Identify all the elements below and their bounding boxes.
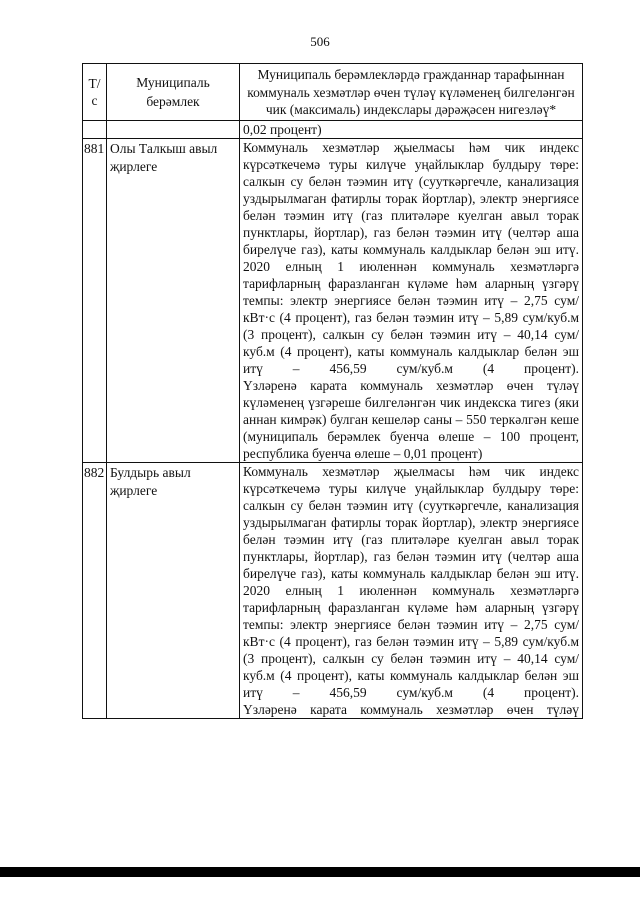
row-number: 881	[83, 138, 107, 462]
row-paragraph: 2020 елның 1 июленнән коммуналь хезмәтләргә тарифларның фаразланган күләме һәм аларның үзгәрү темпы: электр энергиясе белән тәэмин итү – 2,75 сум/кВт·с (4 процент), газ белән тәэмин итү – 5,89 сум/куб.м (3 процент), салкын су белән тәэмин итү – 40,14 сум/куб.м (4 процент), каты коммуналь калдыклар белән эш итү – 456,59 сум/куб.м (4 процент).	[243, 582, 579, 700]
row-municipality: Булдырь авыл җирлеге	[107, 462, 240, 718]
row-paragraph: Үзләренә карата коммуналь хезмәтләр өчен түләү	[243, 701, 579, 717]
row-description	[240, 138, 583, 462]
scan-border-bar	[0, 867, 640, 877]
row-number: 882	[83, 462, 107, 718]
row-paragraph: Коммуналь хезмәтләр җыелмасы һәм чик индекс күрсәткечемә туры килүче уңайлыклар булдыру төре: салкын су белән тәэмин итү (сууткәргечле, канализация уздырылмаган фатирлы торак йортлар), электр энергиясе белән тәэмин итү (газ плитәләре куелган авыл торак пунктлары, йортлар), газ белән тәэмин итү (челтәр аша бирелүче газ), каты коммуналь калдыклар белән эш итү.	[243, 463, 579, 581]
continuation-row	[83, 120, 583, 138]
row-description	[240, 462, 583, 718]
continuation-municipality-cell	[107, 120, 240, 138]
column-header-number: Т/с	[83, 64, 107, 121]
column-header-municipality: Муниципаль берәмлек	[107, 64, 240, 121]
continuation-number-cell	[83, 120, 107, 138]
row-paragraph: 2020 елның 1 июленнән коммуналь хезмәтләргә тарифларның фаразланган күләме һәм аларның үзгәрү темпы: электр энергиясе белән тәэмин итү – 2,75 сум/кВт·с (4 процент), газ белән тәэмин итү – 5,89 сум/куб.м (3 процент), салкын су белән тәэмин итү – 40,14 сум/куб.м (4 процент), каты коммуналь калдыклар белән эш итү – 456,59 сум/куб.м (4 процент).	[243, 258, 579, 376]
column-header-description: Муниципаль берәмлекләрдә гражданнар тарафыннан коммуналь хезмәтләр өчен түләү күләменең билгеләнгән чик (максималь) индекслары дәрәҗәсен нигезләү*	[240, 64, 583, 121]
row-municipality: Олы Талкыш авыл җирлеге	[107, 138, 240, 462]
table-header-row	[83, 64, 583, 121]
continuation-description-cell	[240, 120, 583, 138]
row-paragraph: Үзләренә карата коммуналь хезмәтләр өчен түләү күләменең үзгәреше билгеләнгән чик индекска тигез (яки аннан кимрәк) булган кешеләр саны – 550 теркәлгән кеше (муниципаль берәмлек буенча өлеше – 100 процент, республика буенча өлеше – 0,01 процент)	[243, 377, 579, 461]
table-row	[83, 462, 583, 718]
continuation-text: 0,02 процент)	[243, 121, 322, 137]
page-number: 506	[310, 34, 330, 49]
tariff-table	[82, 63, 583, 719]
table-row	[83, 138, 583, 462]
row-paragraph: Коммуналь хезмәтләр җыелмасы һәм чик индекс күрсәткечемә туры килүче уңайлыклар булдыру төре: салкын су белән тәэмин итү (сууткәргечле, канализация уздырылмаган фатирлы торак йортлар), электр энергиясе белән тәэмин итү (газ плитәләре куелган авыл торак пунктлары, йортлар), газ белән тәэмин итү (челтәр аша бирелүче газ), каты коммуналь калдыклар белән эш итү.	[243, 139, 579, 257]
